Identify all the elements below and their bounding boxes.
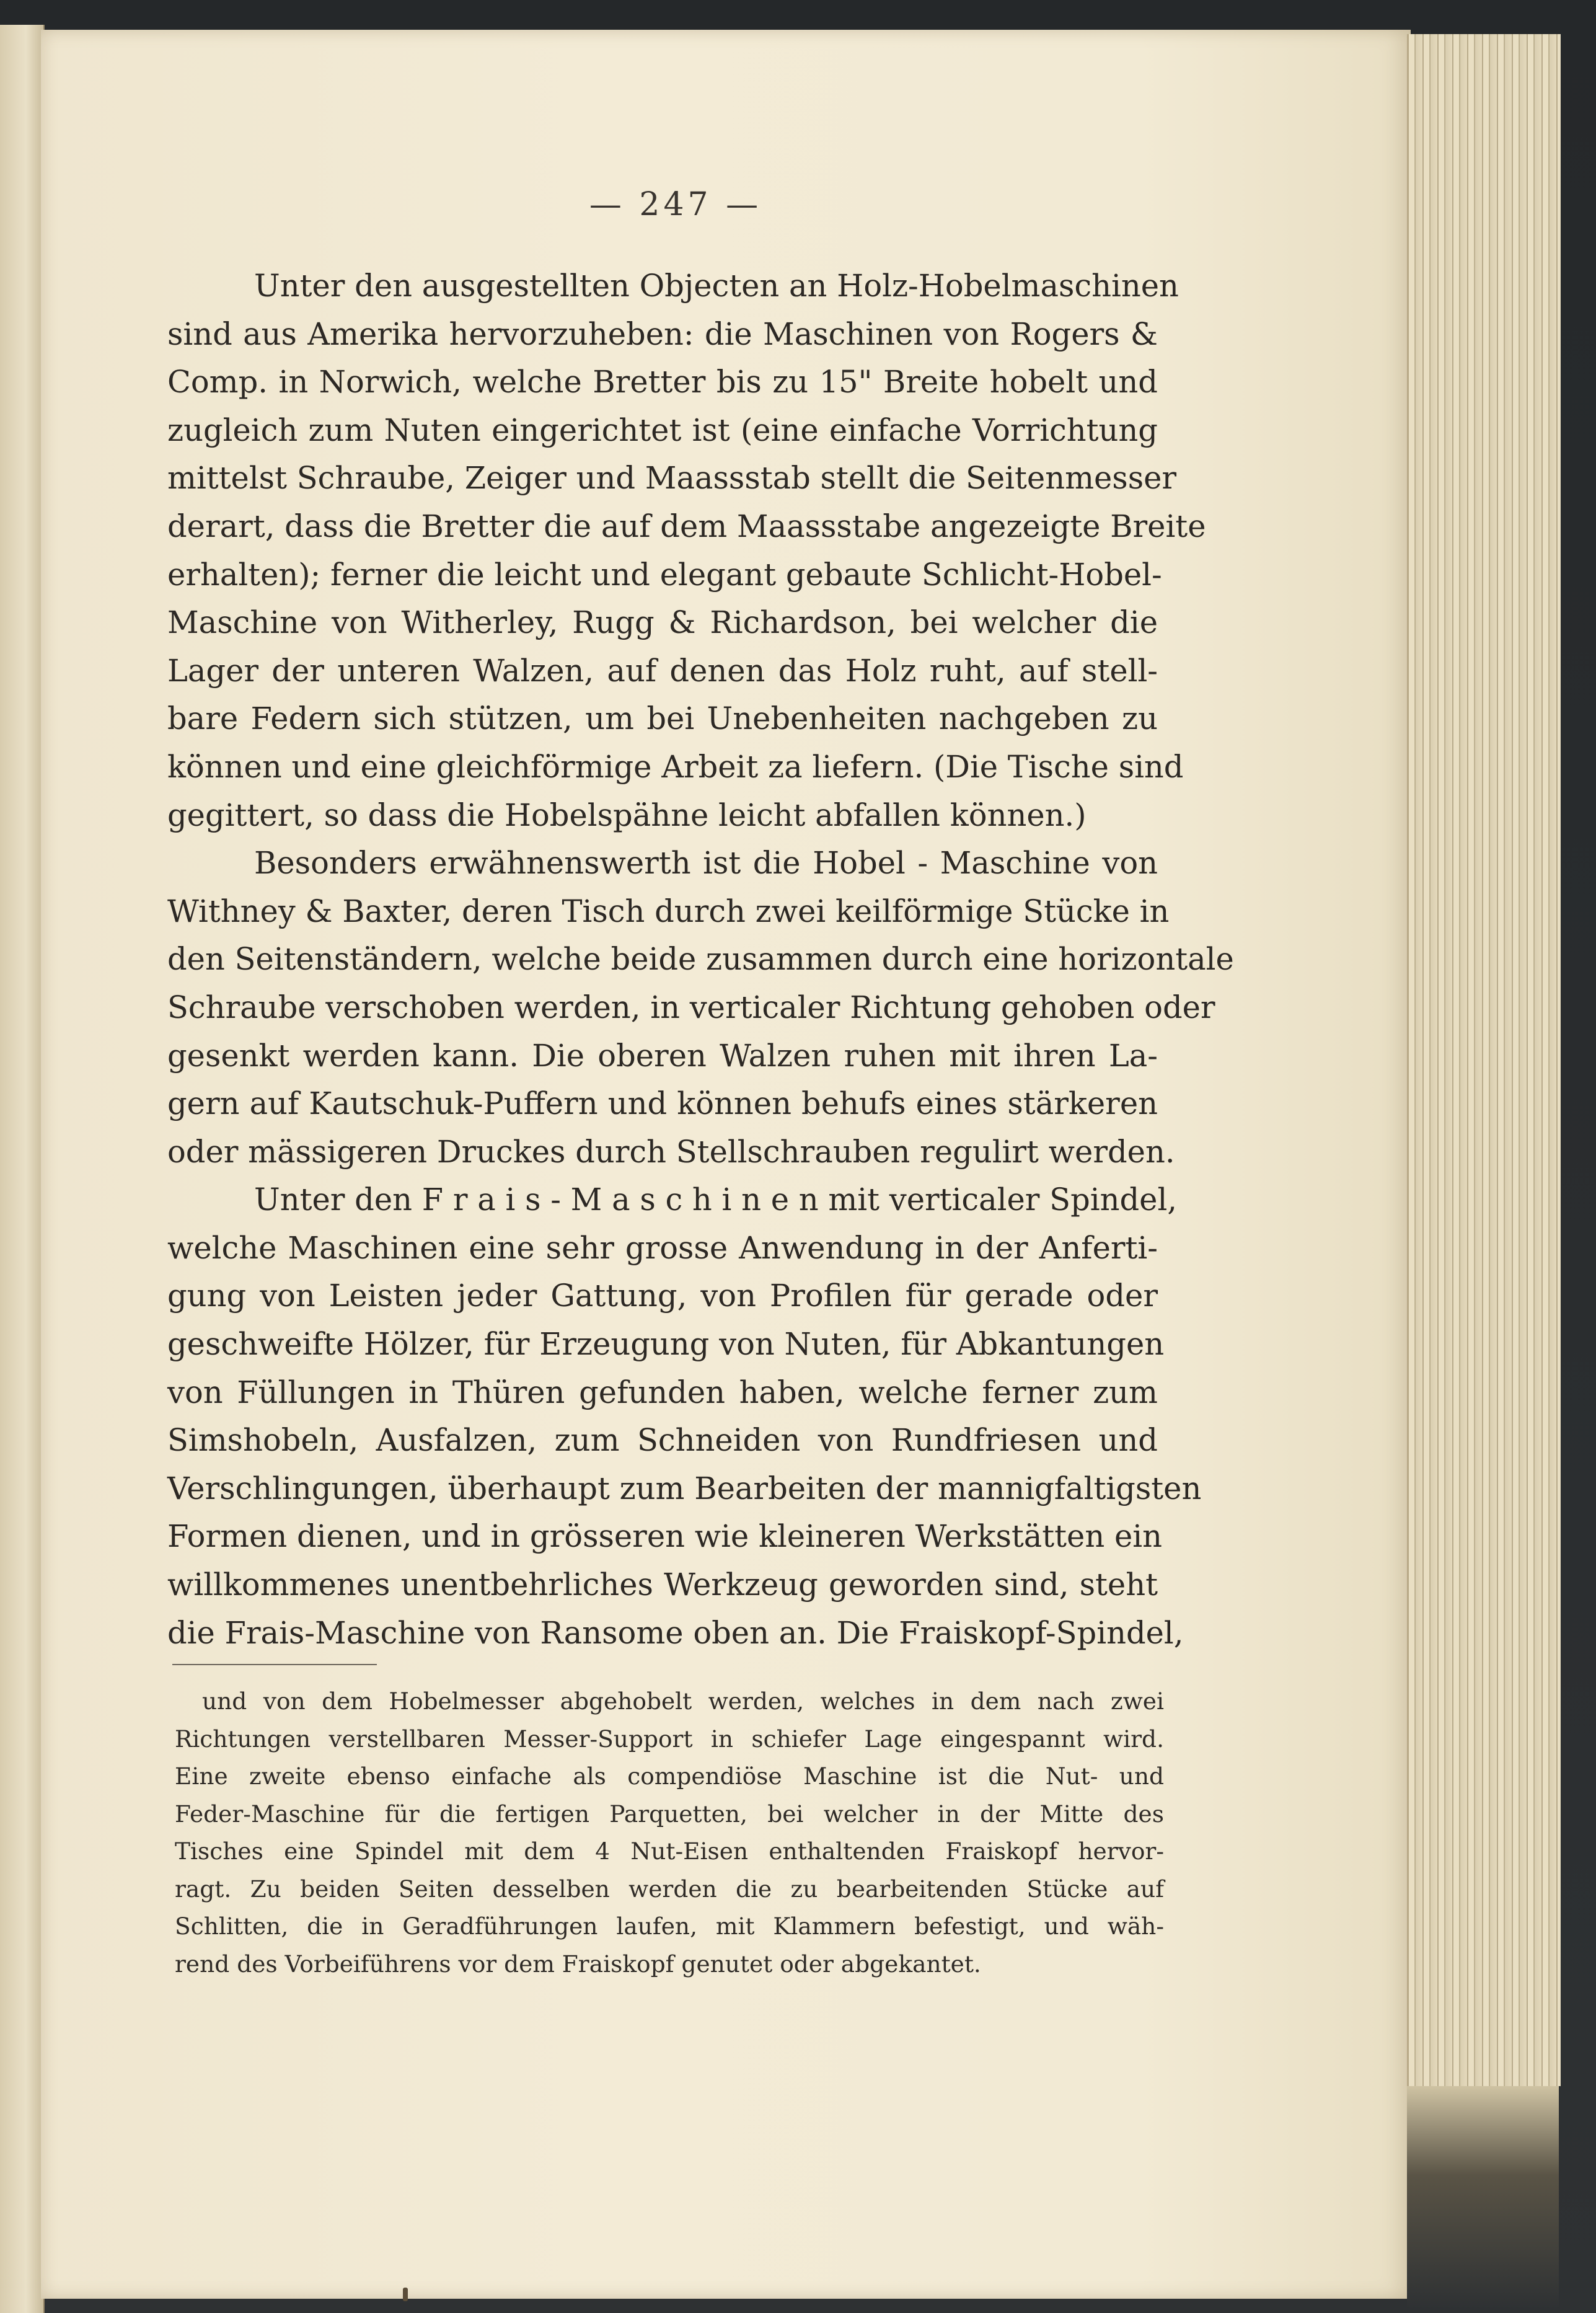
body-line: Unter den ausgestellten Objecten an Holz-Hobelmaschinen [254, 268, 1179, 304]
body-line: geschweifte Hölzer, für Erzeugung von Nuten, für Abkantungen [167, 1326, 1165, 1363]
body-line: Verschlingungen, überhaupt zum Bearbeiten der mannigfaltigsten [167, 1470, 1202, 1506]
body-line: erhalten); ferner die leicht und elegant gebaute Schlicht-Hobel- [167, 556, 1162, 593]
body-line: derart, dass die Bretter die auf dem Maassstabe angezeigte Breite [167, 508, 1206, 544]
page-fore-edge [1407, 34, 1561, 2086]
body-line: gesenkt werden kann. Die oberen Walzen ruhen mit ihren La- [167, 1037, 1158, 1074]
body-line: können und eine gleichförmige Arbeit za liefern. (Die Tische sind [167, 748, 1184, 785]
body-line: mittelst Schraube, Zeiger und Maassstab stellt die Seitenmesser [167, 460, 1177, 497]
footnote-line: Schlitten, die in Geradführungen laufen, mit Klammern befestigt, und wäh- [175, 1913, 1164, 1940]
body-line: gegittert, so dass die Hobelspähne leicht abfallen können.) [167, 797, 1087, 833]
body-line: Unter den F r a i s - M a s c h i n e n mit verticaler Spindel, [254, 1182, 1178, 1218]
body-line: Besonders erwähnenswerth ist die Hobel - Maschine von [254, 845, 1158, 882]
body-line: Comp. in Norwich, welche Bretter bis zu 15" Breite hobelt und [167, 364, 1158, 400]
body-line: zugleich zum Nuten eingerichtet ist (eine einfache Vorrichtung [167, 412, 1158, 448]
ink-smudge [403, 2288, 408, 2301]
footnote-line: Tisches eine Spindel mit dem 4 Nut-Eisen enthaltenden Fraiskopf hervor- [175, 1838, 1164, 1865]
body-line: gung von Leisten jeder Gattung, von Profilen für gerade oder [167, 1278, 1158, 1314]
body-text [167, 262, 1234, 1657]
body-line: willkommenes unentbehrliches Werkzeug geworden sind, steht [167, 1567, 1158, 1603]
footnote-line: rend des Vorbeiführens vor dem Fraiskopf genutet oder abgekantet. [175, 1950, 981, 1978]
body-line: Withney & Baxter, deren Tisch durch zwei keilförmige Stücke in [167, 893, 1170, 929]
footnote-line: und von dem Hobelmesser abgehobelt werden, welches in dem nach zwei [202, 1687, 1164, 1715]
body-line: die Frais-Maschine von Ransome oben an. Die Fraiskopf-Spindel, [167, 1614, 1184, 1651]
body-line: Lager der unteren Walzen, auf denen das Holz ruht, auf stell- [167, 652, 1158, 689]
body-line: gern auf Kautschuk-Puffern und können behufs eines stärkeren [167, 1086, 1158, 1122]
footnote-line: Eine zweite ebenso einfache als compendiöse Maschine ist die Nut- und [175, 1762, 1164, 1790]
body-line: bare Federn sich stützen, um bei Unebenheiten nachgeben zu [167, 701, 1158, 737]
body-line: sind aus Amerika hervorzuheben: die Maschinen von Rogers & [167, 316, 1158, 352]
page-number: — 247 — [589, 186, 762, 223]
fore-edge-shadow [1407, 2086, 1559, 2309]
footnote-line: ragt. Zu beiden Seiten desselben werden die zu bearbeitenden Stücke auf [175, 1875, 1164, 1903]
body-line: welche Maschinen eine sehr grosse Anwendung in der Anferti- [167, 1229, 1158, 1266]
body-line: Formen dienen, und in grösseren wie kleineren Werkstätten ein [167, 1518, 1162, 1555]
left-page-edge [0, 25, 45, 2313]
footnote-divider [172, 1664, 377, 1665]
body-line: den Seitenständern, welche beide zusammen durch eine horizontale [167, 941, 1234, 978]
footnote [175, 1683, 1164, 1983]
body-line: Maschine von Witherley, Rugg & Richardson, bei welcher die [167, 604, 1158, 641]
body-line: oder mässigeren Druckes durch Stellschrauben regulirt werden. [167, 1133, 1175, 1170]
footnote-line: Richtungen verstellbaren Messer-Support in schiefer Lage eingespannt wird. [175, 1725, 1164, 1753]
body-line: von Füllungen in Thüren gefunden haben, welche ferner zum [167, 1374, 1158, 1410]
footnote-line: Feder-Maschine für die fertigen Parquetten, bei welcher in der Mitte des [175, 1800, 1164, 1828]
body-line: Simshobeln, Ausfalzen, zum Schneiden von Rundfriesen und [167, 1422, 1158, 1459]
body-line: Schraube verschoben werden, in verticaler Richtung gehoben oder [167, 989, 1215, 1025]
